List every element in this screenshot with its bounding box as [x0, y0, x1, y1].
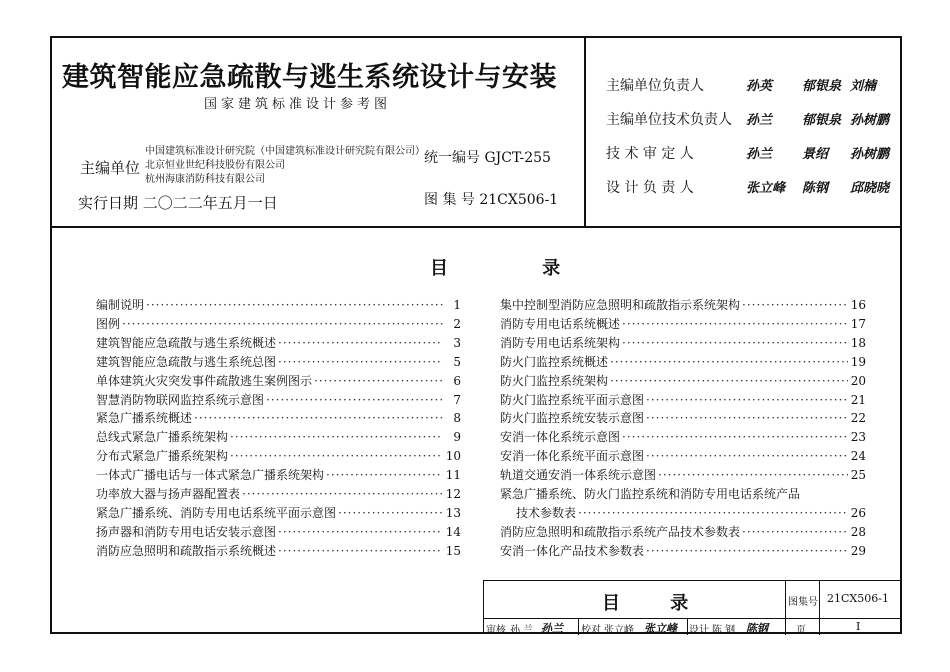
toc-entry-page: 10: [445, 449, 461, 464]
toc-entry-page: 17: [850, 316, 866, 331]
toc-entry-title: 紧急广播系统概述: [96, 411, 193, 426]
toc-leader-dots: [314, 374, 443, 388]
toc-leader-dots: [230, 430, 443, 444]
signature: 孙兰: [746, 147, 773, 162]
signature: 景绍: [802, 147, 829, 162]
toc-entry-title: 一体式广播电话与一体式紧急广播系统架构: [96, 468, 325, 483]
signoff-row: [484, 618, 785, 635]
toc-leader-dots: [610, 355, 848, 369]
toc-entry-title: 总线式紧急广播系统架构: [96, 430, 229, 445]
atlas-subtitle: 国家建筑标准设计参考图: [204, 97, 392, 112]
toc-entry[interactable]: [500, 315, 866, 333]
signature: 陈钢: [802, 181, 829, 196]
toc-entry-title: 安消一体化系统示意图: [500, 430, 621, 445]
toc-entry[interactable]: [500, 447, 866, 465]
main-unit-label: 主编单位: [80, 159, 141, 177]
role-label: 设 计 负 责 人: [606, 180, 694, 196]
signature: 孙树鹏: [850, 147, 890, 162]
toc-entry-page: 3: [453, 335, 461, 350]
toc-entry-title: 消防专用电话系统架构: [500, 335, 621, 350]
toc-entry-page: 6: [453, 373, 461, 388]
toc-entry[interactable]: [500, 409, 866, 427]
toc-entry-page: 11: [445, 468, 461, 483]
toc-leader-dots: [278, 355, 443, 369]
role-label: 技 术 审 定 人: [606, 146, 694, 162]
toc-entry-title: 建筑智能应急疏散与逃生系统概述: [96, 335, 277, 350]
toc-entry-page: 8: [453, 411, 461, 426]
toc-entry-page: 14: [445, 524, 461, 539]
review-label: 审核: [486, 625, 506, 636]
toc-entry-page: 7: [453, 392, 461, 407]
signoff-divider: [687, 618, 688, 635]
toc-entry[interactable]: [96, 485, 461, 503]
toc-leader-dots: [338, 506, 443, 520]
signature: 孙兰: [746, 113, 773, 128]
signature: 孙树鹏: [850, 113, 890, 128]
toc-entry-title: 消防应急照明和疏散指示系统概述: [96, 543, 277, 558]
toc-entry-title: 技术参数表: [516, 505, 577, 520]
toc-leader-dots: [266, 393, 443, 407]
toc-entry-title-line: 紧急广播系统、防火门监控系统和消防专用电话系统产品: [500, 487, 801, 501]
main-units-list: [145, 145, 425, 187]
toc-leader-dots: [278, 336, 443, 350]
page-value: I: [856, 620, 861, 633]
toc-entry-title: 功率放大器与扬声器配置表: [96, 487, 241, 501]
signoff-divider: [578, 618, 579, 635]
toc-leader-dots: [278, 525, 443, 539]
toc-entry[interactable]: [96, 542, 461, 560]
designer-name: 陈 钢: [712, 625, 736, 636]
toc-entry[interactable]: [96, 409, 461, 427]
toc-entry-title: 消防应急照明和疏散指示系统产品技术参数表: [500, 524, 741, 539]
signature: 郁银泉: [802, 113, 842, 128]
signature: 邱晓晓: [850, 181, 890, 196]
toc-entry-page: 9: [453, 430, 461, 445]
toc-entry[interactable]: [500, 542, 866, 560]
toc-entry[interactable]: [96, 372, 461, 390]
toc-entry-page: 26: [850, 505, 866, 520]
toc-entry-title: 分布式紧急广播系统架构: [96, 449, 229, 464]
title-block-divider: [819, 581, 820, 635]
signature: 刘楠: [850, 79, 877, 94]
toc-entry[interactable]: [500, 353, 866, 371]
toc-leader-dots: [646, 449, 848, 463]
toc-leader-dots: [622, 317, 848, 331]
atlas-number-value: 21CX506-1: [827, 592, 889, 605]
checker-name: 张立峰: [604, 625, 634, 636]
toc-entry-title: 消防专用电话系统概述: [500, 316, 621, 331]
toc-entry-page: 24: [850, 449, 866, 464]
toc-entry[interactable]: [96, 504, 461, 522]
toc-leader-dots: [122, 317, 443, 331]
toc-leader-dots: [194, 411, 443, 425]
atlas-title: 建筑智能应急疏散与逃生系统设计与安装: [62, 62, 557, 93]
toc-leader-dots: [326, 468, 443, 482]
signature: 郁银泉: [802, 79, 842, 94]
toc-leader-dots: [646, 544, 848, 558]
toc-entry-title: 安消一体化产品技术参数表: [500, 543, 645, 558]
main-unit-1: 中国建筑标准设计研究院（中国建筑标准设计研究院有限公司）: [145, 146, 425, 157]
toc-entry-title: 安消一体化系统平面示意图: [500, 449, 645, 464]
toc-entry-page: 2: [453, 316, 461, 331]
responsible-row: [606, 177, 890, 197]
title-block-divider: [785, 581, 786, 635]
main-unit-2: 北京恒业世纪科技股份有限公司: [145, 160, 285, 171]
toc-entry-page: 28: [850, 524, 866, 539]
toc-entry-title: 防火门监控系统安装示意图: [500, 411, 645, 426]
toc-entry[interactable]: [96, 353, 461, 371]
header-divider: [50, 226, 902, 228]
toc-entry-title: 集中控制型消防应急照明和疏散指示系统架构: [500, 298, 741, 312]
toc-entry-title: 防火门监控系统架构: [500, 373, 609, 388]
toc-entry-title: 建筑智能应急疏散与逃生系统总图: [96, 354, 277, 369]
toc-entry-title: 编制说明: [96, 298, 145, 312]
toc-leader-dots: [146, 298, 443, 312]
reviewer-name: 孙 兰: [510, 625, 534, 636]
toc-entry[interactable]: [96, 391, 461, 409]
toc-entry[interactable]: [500, 391, 866, 409]
atlas-number: 图 集 号 21CX506-1: [424, 192, 559, 208]
role-label: 主编单位负责人: [606, 78, 704, 94]
toc-entry[interactable]: [96, 428, 461, 446]
toc-entry[interactable]: [500, 372, 866, 390]
toc-entry-title: 单体建筑火灾突发事件疏散逃生案例图示: [96, 373, 313, 388]
signature: 孙英: [746, 79, 773, 94]
design-label: 设计: [689, 625, 709, 636]
toc-entry[interactable]: [96, 523, 461, 541]
toc-entry-page: 19: [850, 354, 866, 369]
implementation-date: 实行日期 二〇二二年五月一日: [78, 194, 278, 212]
toc-entry[interactable]: [500, 296, 866, 314]
toc-entry[interactable]: [500, 466, 866, 484]
toc-entry-title: 智慧消防物联网监控系统示意图: [96, 392, 265, 407]
toc-entry[interactable]: [96, 466, 461, 484]
title-block-title: 目 录: [602, 593, 711, 614]
toc-entry-page: 18: [850, 335, 866, 350]
toc-entry-page: 20: [850, 373, 866, 388]
toc-entry-page: 16: [850, 298, 866, 312]
toc-entry[interactable]: [96, 296, 461, 314]
toc-leader-dots: [646, 393, 848, 407]
toc-entry[interactable]: [500, 334, 866, 352]
toc-entry-title: 图例: [96, 316, 121, 331]
toc-entry-page: 12: [445, 487, 461, 501]
unified-number: 统一编号 GJCT-255: [424, 150, 551, 166]
responsible-row: [606, 109, 890, 129]
toc-entry-title: 防火门监控系统平面示意图: [500, 392, 645, 407]
toc-entry-page: 21: [850, 392, 866, 407]
toc-leader-dots: [658, 468, 848, 482]
designer-signature: 陈钢: [746, 622, 768, 635]
atlas-number-label: 图集号: [788, 597, 818, 608]
toc-entry[interactable]: [500, 428, 866, 446]
main-unit-3: 杭州海康消防科技有限公司: [145, 174, 265, 185]
toc-entry[interactable]: [96, 334, 461, 352]
toc-entry-title: 防火门监控系统概述: [500, 354, 609, 369]
toc-entry-page: 22: [850, 411, 866, 426]
role-label: 主编单位技术负责人: [606, 112, 732, 128]
toc-leader-dots: [622, 430, 848, 444]
toc-leader-dots: [230, 449, 443, 463]
toc-entry-page: 23: [850, 430, 866, 445]
toc-entry-title: 轨道交通安消一体系统示意图: [500, 468, 657, 483]
toc-entry-page: 5: [453, 354, 461, 369]
toc-entry-page: 29: [850, 543, 866, 558]
header-vertical-divider: [584, 36, 586, 226]
reviewer-signature: 孙兰: [541, 622, 563, 635]
toc-title: 目 录: [430, 258, 605, 279]
toc-entry-page: 15: [445, 543, 461, 558]
toc-entry-page: 1: [453, 298, 461, 312]
checker-signature: 张立峰: [644, 622, 677, 635]
toc-entry-page: 25: [850, 468, 866, 483]
toc-entry-title: 紧急广播系统、消防专用电话系统平面示意图: [96, 505, 337, 520]
toc-leader-dots: [610, 374, 848, 388]
toc-leader-dots: [278, 544, 443, 558]
responsible-row: [606, 75, 877, 95]
responsible-row: [606, 143, 890, 163]
toc-leader-dots: [742, 525, 848, 539]
toc-entry[interactable]: [516, 504, 866, 522]
toc-entry[interactable]: [96, 447, 461, 465]
toc-leader-dots: [578, 506, 848, 520]
toc-leader-dots: [622, 336, 848, 350]
toc-leader-dots: [242, 487, 443, 501]
toc-entry-page: 13: [445, 505, 461, 520]
toc-leader-dots: [742, 298, 848, 312]
toc-entry[interactable]: [500, 523, 866, 541]
title-block: [483, 580, 902, 634]
page-label: 页: [796, 625, 806, 636]
toc-entry[interactable]: [96, 315, 461, 333]
check-label: 校对: [581, 625, 601, 636]
toc-leader-dots: [646, 411, 848, 425]
toc-entry-title: 扬声器和消防专用电话安装示意图: [96, 524, 277, 539]
signature: 张立峰: [746, 181, 786, 196]
